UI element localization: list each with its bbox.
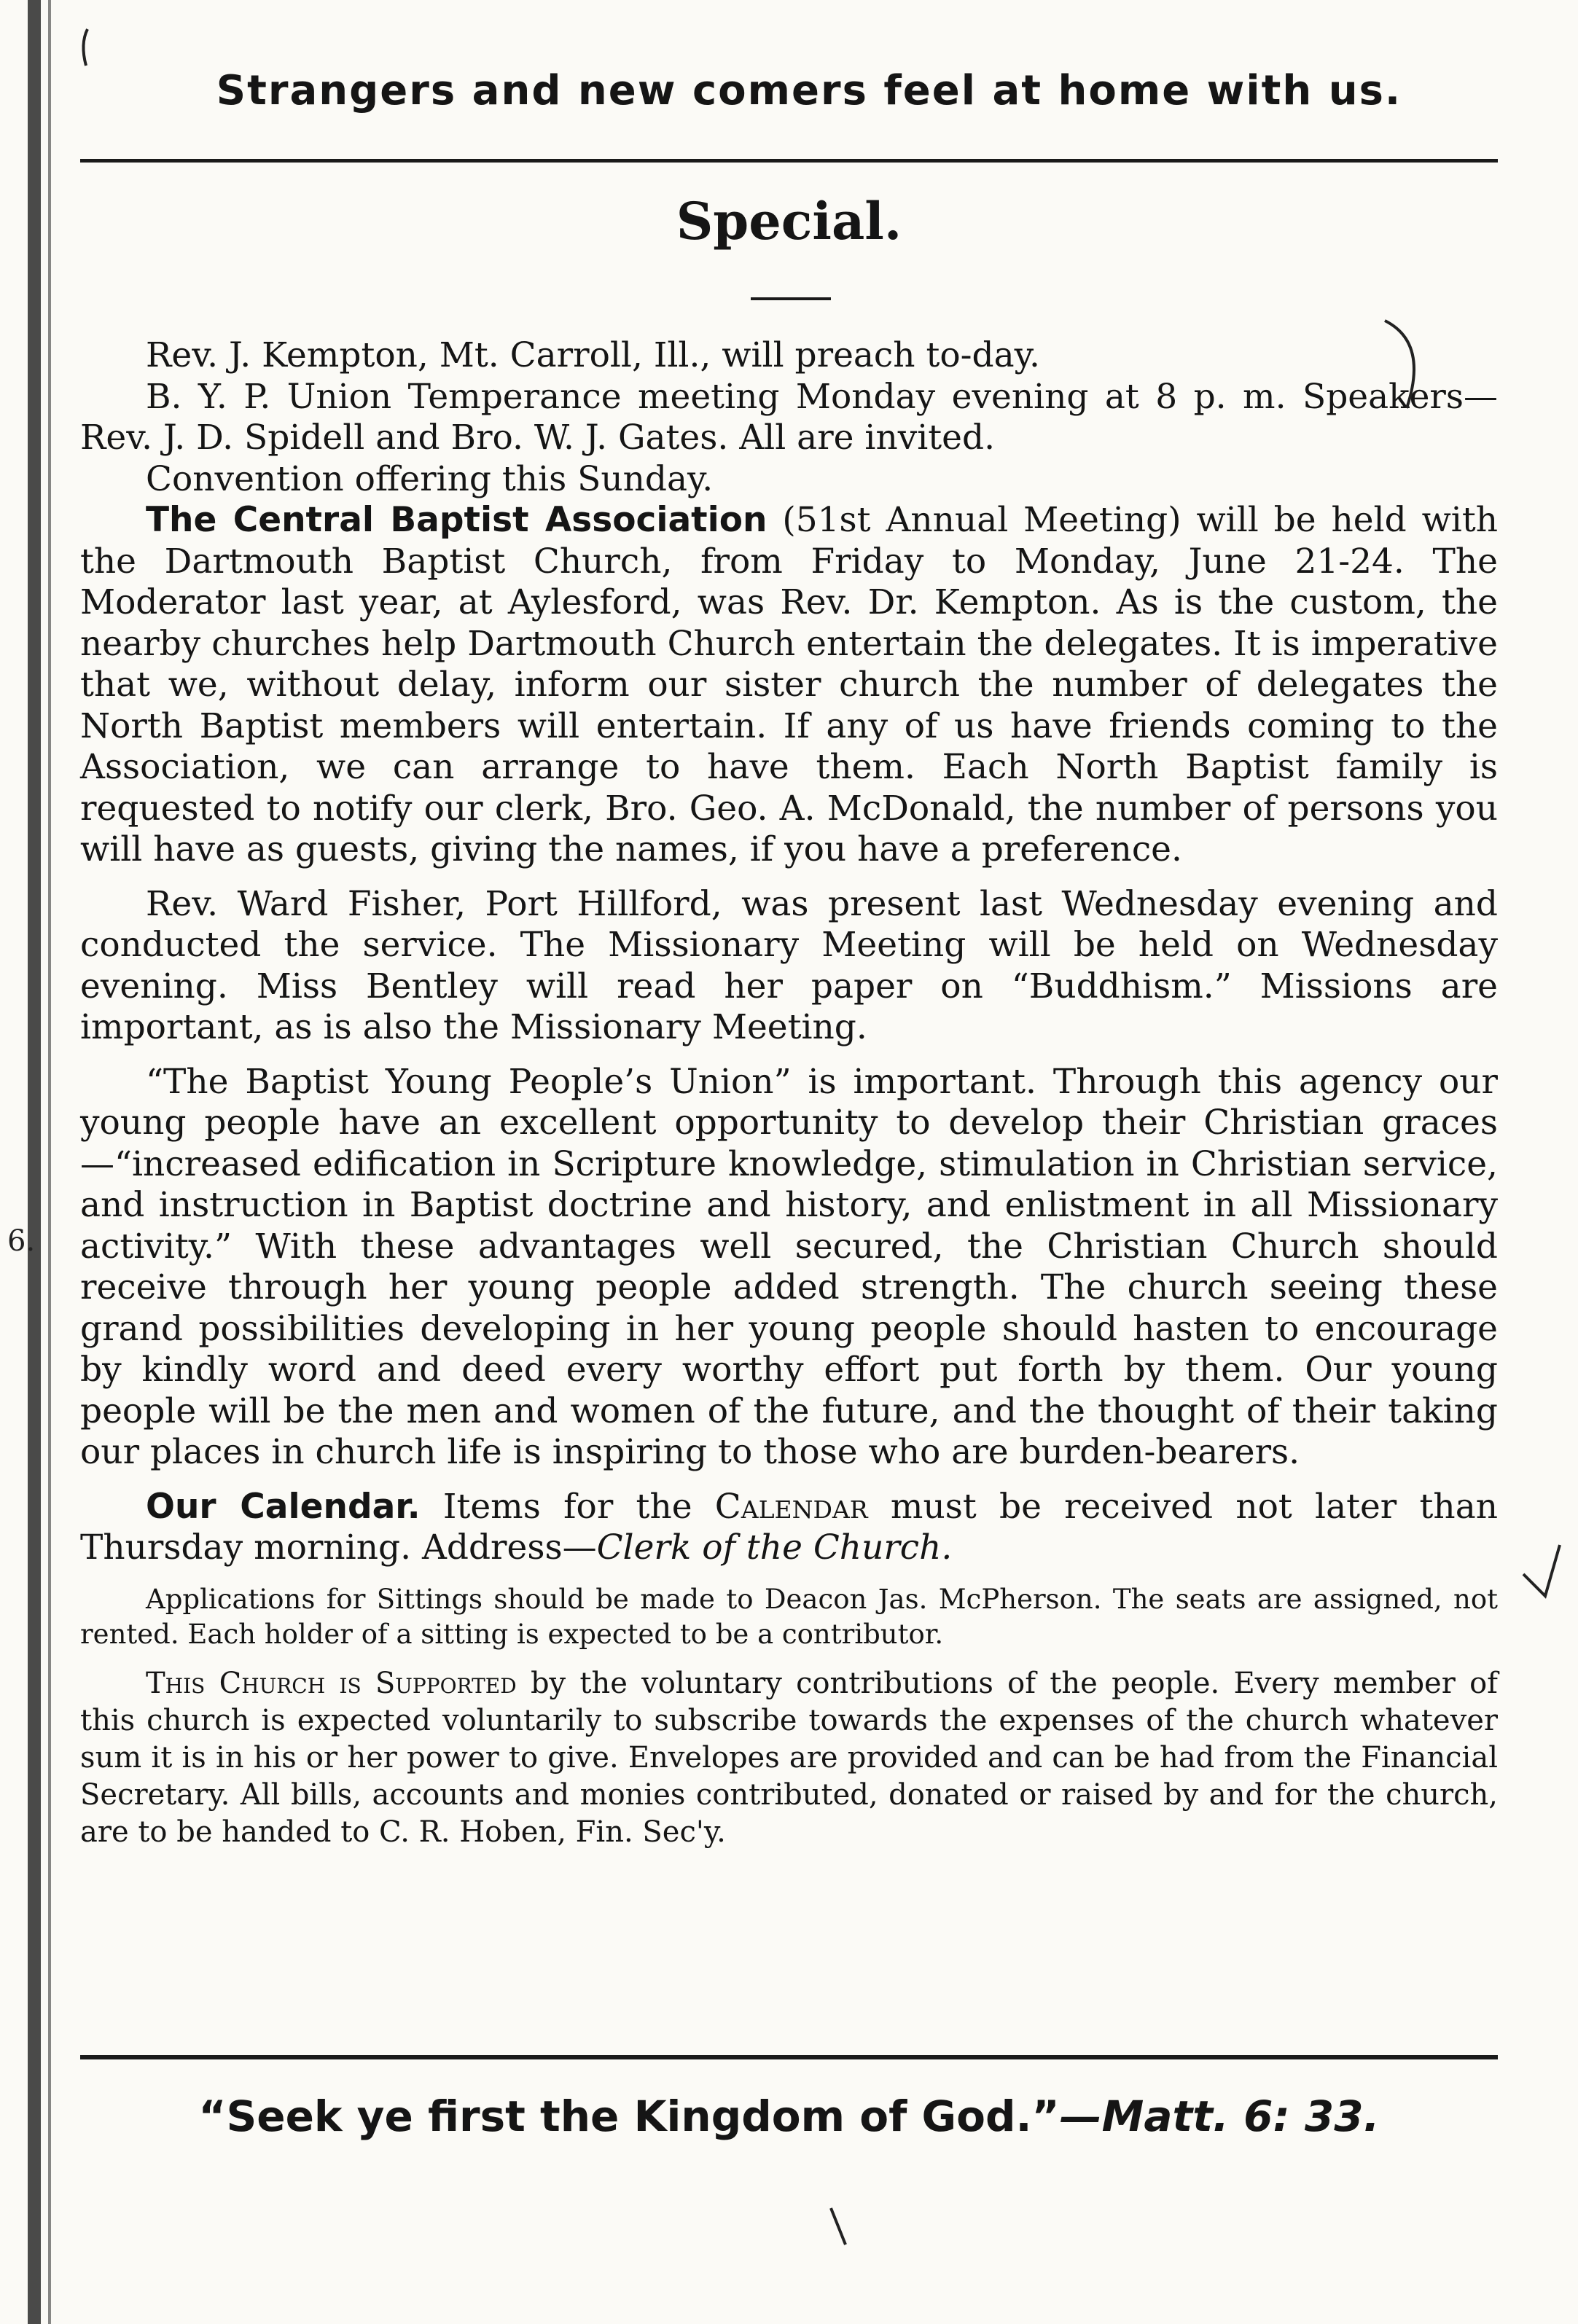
footer-reference: —Matt. 6: 33. — [1059, 2092, 1380, 2141]
calendar-address: Clerk of the Church. — [596, 1527, 953, 1568]
announcement-kempton: Rev. J. Kempton, Mt. Carroll, Ill., will preach to-day. — [146, 335, 1040, 375]
calendar-word: Calendar — [714, 1486, 868, 1527]
association-lead: The Central Baptist Association — [146, 500, 767, 540]
announcement-convention: Convention offering this Sunday. — [146, 458, 714, 499]
support-text: by the voluntary contributions of the people. Every member of this church is expected voluntarily to subscribe towards the expenses of the church whatever sum it is in his or her power to give. Envelopes are provided and can be had from the Financial Secretary. All bills, accounts and monies contributed, donated or raised by and for the church, are to be handed to C. R. Hoben, Fin. Sec'y. — [80, 1666, 1498, 1849]
announcement-bypu-union: “The Baptist Young People’s Union” is important. Through this agency our young people have an excellent opportunity to develop their Christian graces—“increased edification in Scripture knowledge, stimulation in Christian service, and instruction in Baptist doctrine and history, and enlistment in all Missionary activity.” With these advantages well secured, the Christian Church should receive through her young people added strength. The church seeing these grand possibilities developing in her young people should hasten to encourage by kindly word and deed every worthy effort put forth by them. Our young people will be the men and women of the future, and the thought of their taking our places in church life is inspiring to those who are burden-bearers. — [80, 1061, 1498, 1472]
calendar-text-b: must be received not later than Thursday morning. Address— — [80, 1486, 1498, 1568]
section-title: Special. — [676, 191, 902, 251]
announcement-bypu-meeting: B. Y. P. Union Temperance meeting Monday evening at 8 p. m. Speakers—Rev. J. D. Spidell and Bro. W. J. Gates. All are invited. — [80, 376, 1498, 458]
calendar-text-a: Items for the — [420, 1486, 715, 1527]
announcement-fisher: Rev. Ward Fisher, Port Hillford, was present last Wednesday evening and conducted the service. The Missionary Meeting will be held on Wednesday evening. Miss Bentley will read her paper on “Buddhism.” Missions are important, as is also the Missionary Meeting. — [80, 883, 1498, 1047]
calendar-lead: Our Calendar. — [146, 1486, 421, 1527]
sittings-note: Applications for Sittings should be made to Deacon Jas. McPherson. The seats are assigned, not rented. Each holder of a sitting is expected to be a contributor. — [80, 1583, 1498, 1650]
header-motto: Strangers and new comers feel at home with us. — [216, 67, 1402, 114]
footer-quote: “Seek ye first the Kingdom of God.” — [198, 2092, 1060, 2141]
margin-note: 6. — [7, 1224, 36, 1258]
support-lead: This Church is Supported — [146, 1666, 517, 1700]
association-text: (51st Annual Meeting) will be held with the Dartmouth Baptist Church, from Friday to Monday, June 21-24. The Moderator last year, at Aylesford, was Rev. Dr. Kempton. As is the custom, the nearby churches help Dartmouth Church entertain the delegates. It is imperative that we, without delay, inform our sister church the number of delegates the North Baptist members will entertain. If any of us have friends coming to the Association, we can arrange to have them. Each North Baptist family is requested to notify our clerk, Bro. Geo. A. McDonald, the number of persons you will have as guests, giving the names, if you have a preference. — [80, 500, 1498, 869]
